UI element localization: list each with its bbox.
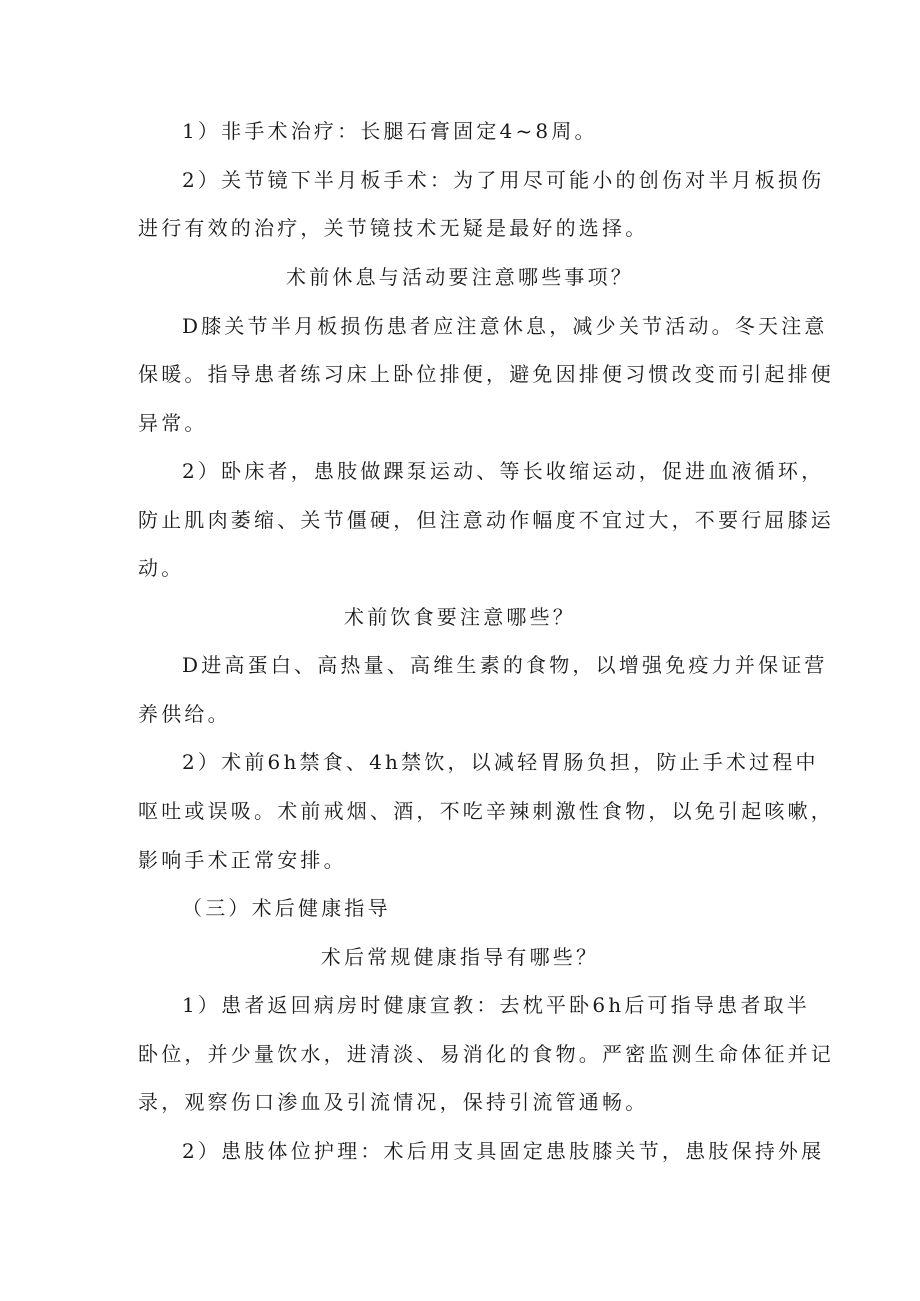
paragraph-line: 呕吐或误吸。术前戒烟、酒，不吃辛辣刺激性食物，以免引起咳嗽， [138, 799, 834, 823]
paragraph-line: 卧位，并少量饮水，进清淡、易消化的食物。严密监测生命体征并记 [138, 1042, 834, 1066]
paragraph-line: 1）患者返回病房时健康宣教：去枕平卧6h后可指导患者取半 [182, 993, 810, 1017]
paragraph-line: 2）卧床者，患肢做踝泵运动、等长收缩运动，促进血液循环， [182, 459, 825, 483]
section-heading: 术后常规健康指导有哪些？ [320, 945, 600, 969]
paragraph-line: D进高蛋白、高热量、高维生素的食物，以增强免疫力并保证营 [182, 653, 828, 677]
paragraph-line: 保暖。指导患者练习床上卧位排便，避免因排便习惯改变而引起排便 [138, 362, 834, 386]
section-heading: 术前休息与活动要注意哪些事项？ [286, 265, 634, 289]
paragraph-line: D膝关节半月板损伤患者应注意休息，减少关节活动。冬天注意 [182, 314, 828, 338]
section-heading: 术前饮食要注意哪些？ [344, 605, 576, 629]
paragraph-line: 防止肌肉萎缩、关节僵硬，但注意动作幅度不宜过大，不要行屈膝运 [138, 508, 834, 532]
paragraph-line: 2）关节镜下半月板手术：为了用尽可能小的创伤对半月板损伤 [182, 168, 825, 192]
paragraph-line: 2）术前6h禁食、4h禁饮，以减轻胃肠负担，防止手术过程中 [182, 750, 819, 774]
paragraph-line: 1）非手术治疗：长腿石膏固定4~8周。 [182, 119, 598, 143]
paragraph-line: 进行有效的治疗，关节镜技术无疑是最好的选择。 [138, 216, 649, 240]
paragraph-line: 2）患肢体位护理：术后用支具固定患肢膝关节，患肢保持外展 [182, 1139, 825, 1163]
paragraph-line: 影响手术正常安排。 [138, 848, 347, 872]
paragraph-line: 养供给。 [138, 702, 231, 726]
paragraph-line: 异常。 [138, 411, 208, 435]
subsection-heading: （三）术后健康指导 [182, 896, 391, 920]
paragraph-line: 动。 [138, 556, 185, 580]
paragraph-line: 录，观察伤口渗血及引流情况，保持引流管通畅。 [138, 1090, 649, 1114]
